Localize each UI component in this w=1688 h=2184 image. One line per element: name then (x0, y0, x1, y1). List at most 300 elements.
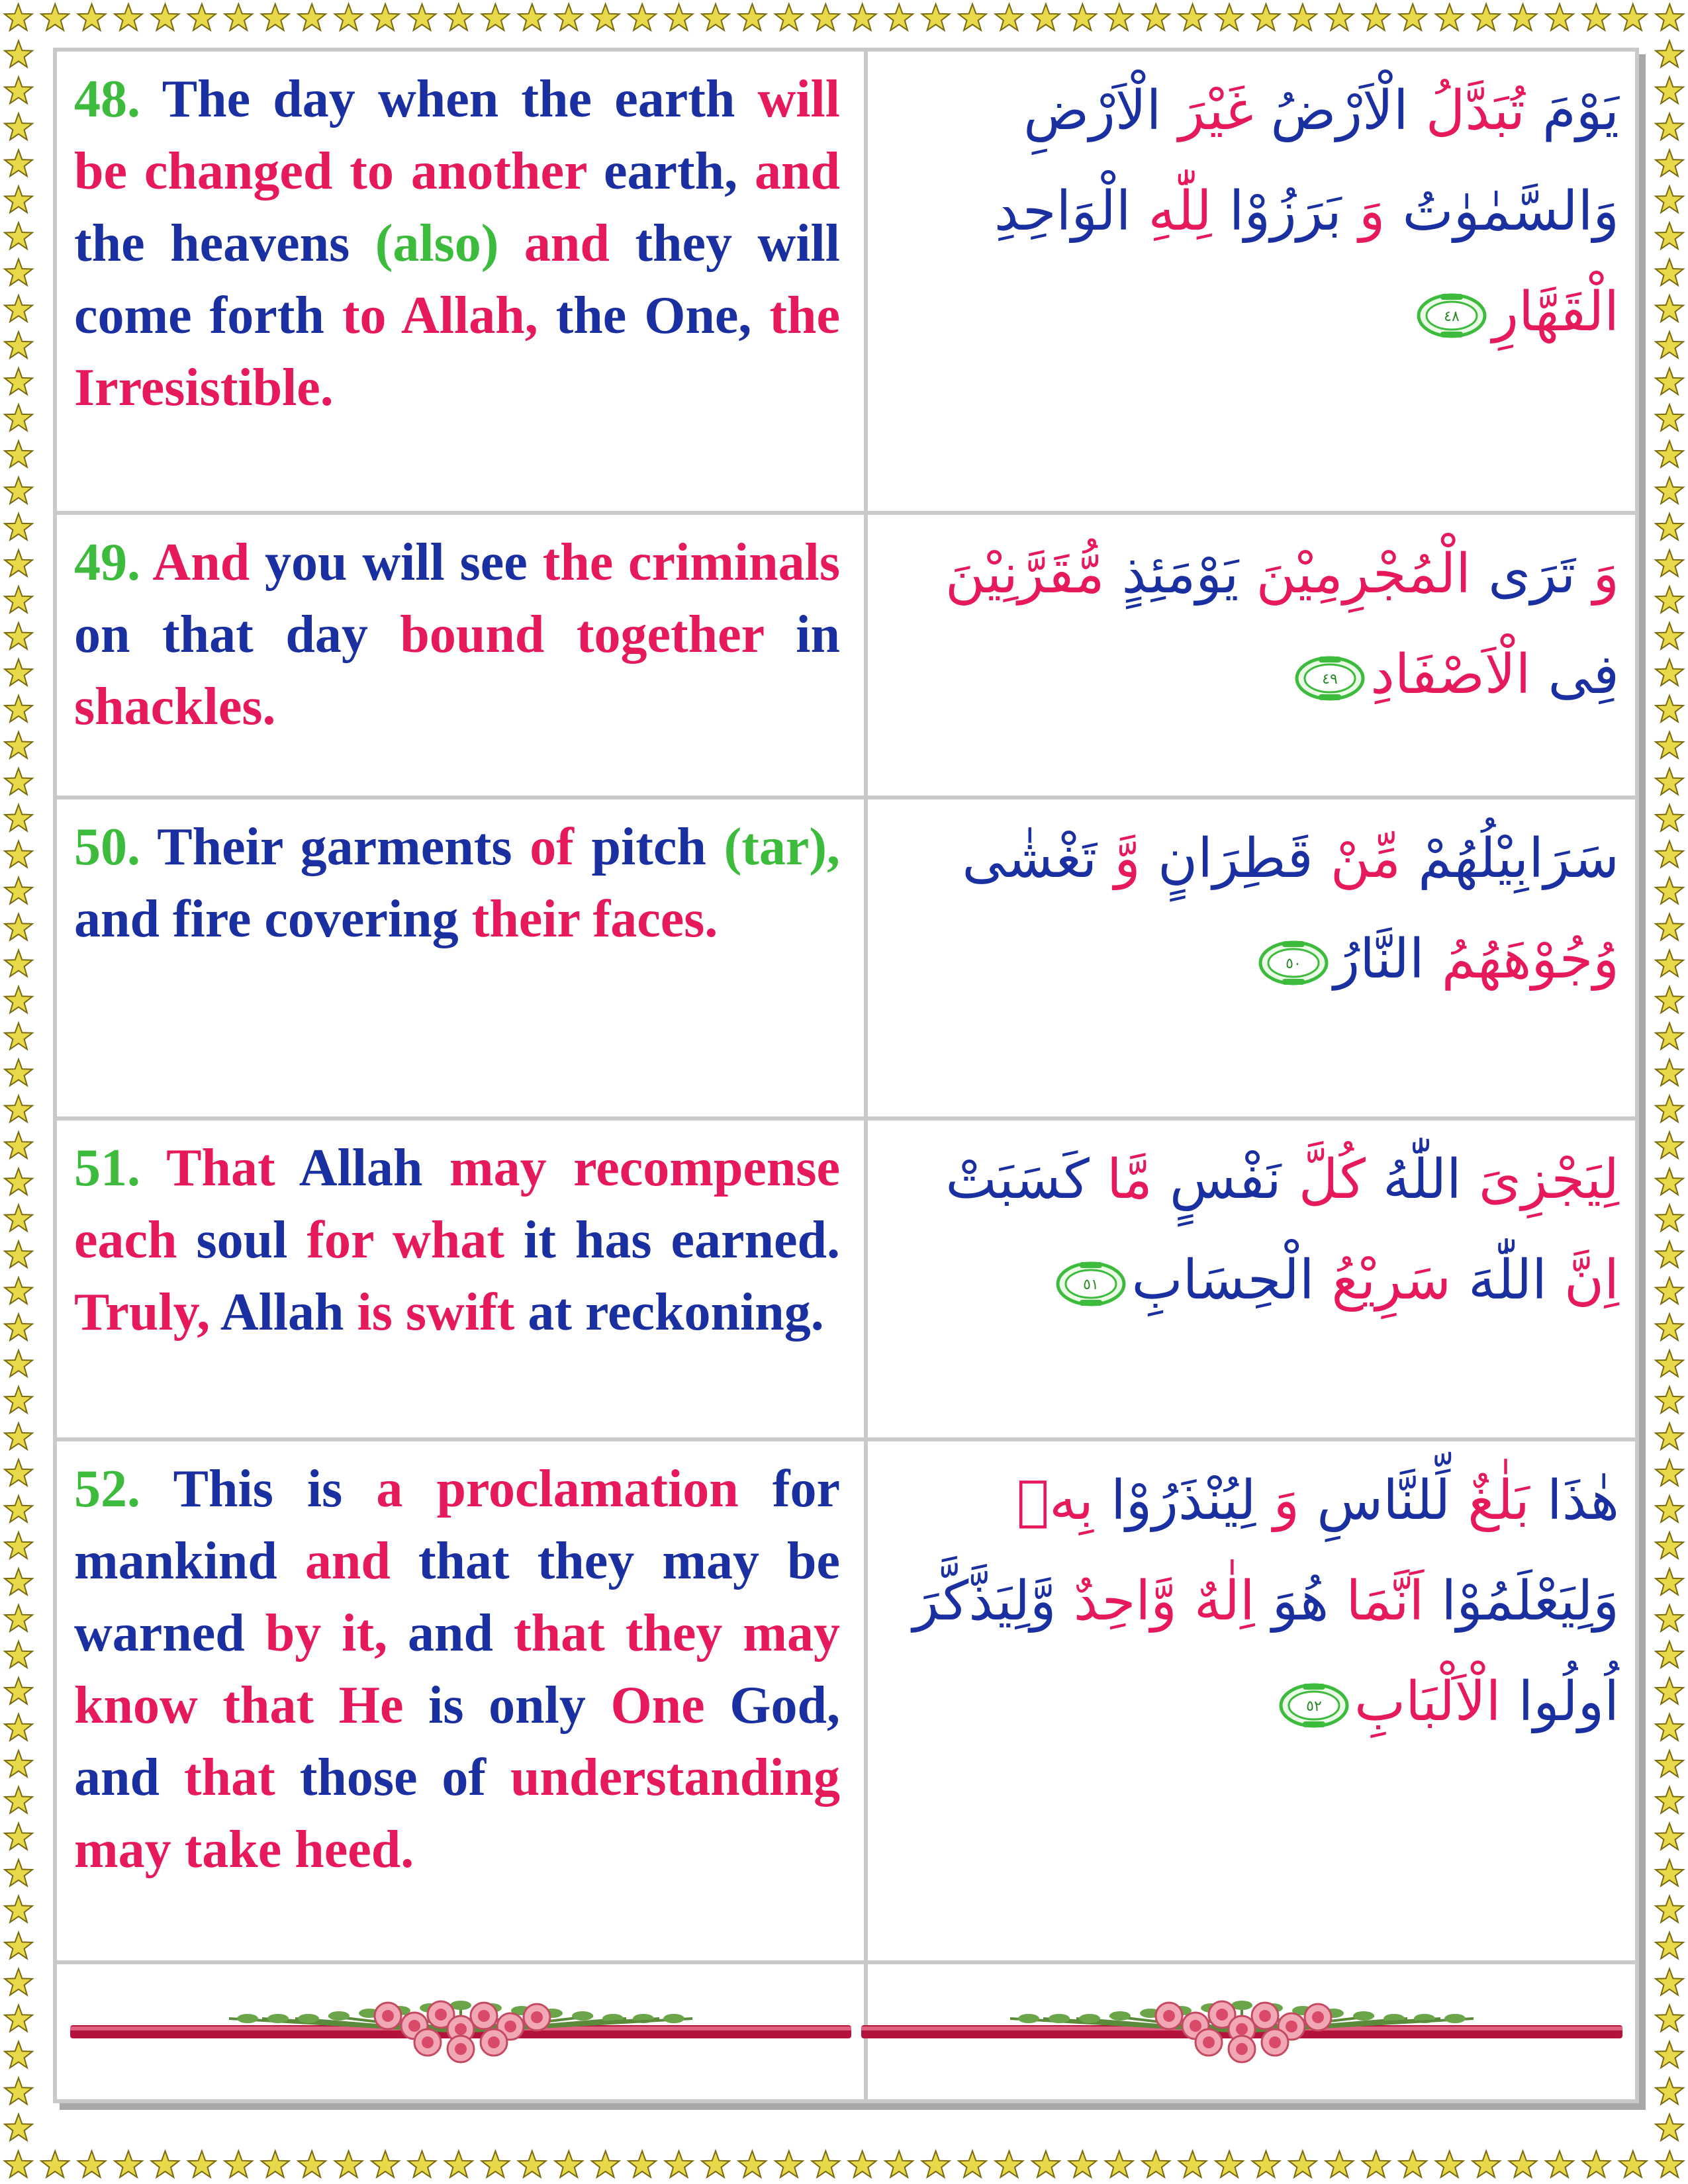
floral-rule-ornament-icon (861, 1976, 1622, 2089)
arabic-word: كَسَبَتْ (945, 1148, 1090, 1211)
english-phrase: Their garments (157, 818, 530, 876)
ayah-number: ٥٢ (1306, 1698, 1322, 1715)
arabic-word: هٰذَا (1529, 1469, 1619, 1532)
star-icon (1656, 768, 1683, 795)
verse-row (55, 50, 1637, 513)
star-icon (5, 4, 32, 30)
star-icon (5, 477, 32, 504)
star-icon (5, 1751, 32, 1777)
arabic-word: مَّا (1089, 1148, 1152, 1211)
star-icon (408, 4, 436, 30)
arabic-word: غَيْرَ (1161, 79, 1254, 142)
star-border-top (0, 0, 1688, 37)
star-icon (1656, 950, 1683, 977)
arabic-word: وَّ (1097, 827, 1141, 890)
star-icon (1656, 1387, 1683, 1413)
star-icon (1656, 586, 1683, 613)
english-phrase: The day when the earth (162, 70, 758, 128)
arabic-word: لِّلنَّاسِ (1299, 1469, 1451, 1532)
star-icon (1362, 2151, 1390, 2177)
star-icon (1656, 1751, 1683, 1777)
star-icon (1656, 1823, 1683, 1850)
star-icon (5, 1023, 32, 1050)
english-phrase: at reckoning. (528, 1283, 824, 1342)
star-icon (702, 4, 729, 30)
english-phrase: for mankind (74, 1460, 840, 1590)
star-icon (5, 1060, 32, 1086)
star-icon (996, 4, 1023, 30)
star-icon (1656, 1641, 1683, 1668)
verse-row (55, 1118, 1637, 1439)
star-icon (41, 2151, 69, 2177)
star-icon (5, 1714, 32, 1741)
star-icon (5, 732, 32, 758)
star-icon (152, 4, 179, 30)
arabic-word: كُلَّ (1281, 1148, 1366, 1211)
english-translation (74, 811, 840, 956)
arabic-word: الْمُجْرِمِيْنَ (1239, 543, 1471, 606)
arabic-verse (884, 1130, 1619, 1331)
star-icon (5, 1387, 32, 1413)
star-icon (1546, 4, 1573, 30)
english-phrase: the criminals (542, 533, 841, 592)
star-border-bottom (0, 2147, 1688, 2184)
arabic-word: وَ (1341, 180, 1385, 243)
arabic-word: وَالسَّمٰوٰتُ (1385, 180, 1619, 243)
english-translation (74, 527, 840, 743)
star-icon (1656, 1132, 1683, 1158)
english-phrase: One (610, 1676, 730, 1735)
star-icon (5, 2078, 32, 2105)
star-icon (5, 2115, 32, 2141)
english-phrase: they will come forth (74, 214, 840, 345)
star-icon (224, 2151, 252, 2177)
star-icon (518, 2151, 546, 2177)
star-icon (1656, 1933, 1683, 1959)
star-icon (5, 186, 32, 212)
star-icon (5, 1933, 32, 1959)
english-phrase: and fire covering (74, 890, 472, 948)
verse-row (55, 513, 1637, 797)
star-icon (1068, 2151, 1096, 2177)
star-icon (298, 4, 326, 30)
english-phrase: and (408, 1604, 514, 1662)
english-phrase: and (305, 1532, 418, 1590)
star-icon (1656, 659, 1683, 686)
star-icon (5, 1314, 32, 1340)
english-phrase: that they may be warned (74, 1532, 840, 1662)
arabic-word: الْاَصْفَادِ (1370, 643, 1531, 706)
star-icon (885, 4, 913, 30)
star-icon (849, 2151, 876, 2177)
english-phrase: may recompense (449, 1139, 841, 1197)
star-icon (1215, 2151, 1243, 2177)
star-icon (5, 1096, 32, 1122)
arabic-word: اُولُوا (1501, 1670, 1619, 1733)
star-icon (445, 4, 473, 30)
star-icon (1619, 2151, 1647, 2177)
english-phrase: Allah (220, 1283, 357, 1342)
english-phrase: bound together (400, 606, 796, 664)
star-icon (5, 295, 32, 322)
arabic-word: سَرَابِيْلُهُمْ (1401, 827, 1619, 890)
star-icon (1068, 4, 1096, 30)
english-phrase: that (183, 1749, 300, 1807)
english-phrase: understanding may take heed. (74, 1749, 840, 1879)
arabic-word: لِيَجْزِىَ (1461, 1148, 1619, 1211)
star-icon (5, 950, 32, 977)
arabic-word: الْحِسَابِ (1131, 1249, 1315, 1312)
english-phrase: (tar), (724, 818, 841, 876)
star-icon (445, 2151, 473, 2177)
arabic-word: سَرِيْعُ (1314, 1249, 1451, 1312)
star-icon (5, 1969, 32, 1995)
star-icon (5, 1423, 32, 1449)
english-phrase: the Irresistible. (74, 287, 840, 417)
verse-row (55, 797, 1637, 1118)
star-icon (78, 2151, 106, 2177)
arabic-cell (866, 1439, 1637, 1962)
english-phrase: those of (299, 1749, 511, 1807)
arabic-word: وُجُوْهَهُمُ (1424, 928, 1619, 991)
star-icon (5, 222, 32, 249)
star-icon (1656, 1314, 1683, 1340)
star-icon (1656, 113, 1683, 140)
english-phrase: Allah (299, 1139, 449, 1197)
star-icon (5, 1860, 32, 1886)
english-phrase: you will see (265, 533, 543, 592)
star-icon (1656, 41, 1683, 68)
arabic-word: مُّقَرَّنِيْنَ (945, 543, 1105, 606)
star-icon (152, 2151, 179, 2177)
english-phrase: is swift (357, 1283, 528, 1342)
star-icon (5, 914, 32, 940)
english-phrase: pitch (591, 818, 724, 876)
verse-number: 48. (74, 70, 162, 128)
star-icon (1656, 1241, 1683, 1267)
verse-number: 50. (74, 818, 158, 876)
star-icon (5, 1132, 32, 1158)
ayah-end-medallion-icon (1055, 1260, 1127, 1308)
star-icon (592, 2151, 620, 2177)
star-icon (1032, 4, 1060, 30)
star-icon (5, 514, 32, 540)
star-icon (665, 4, 693, 30)
star-icon (5, 1277, 32, 1304)
star-icon (775, 2151, 803, 2177)
english-phrase: shackles. (74, 678, 276, 736)
star-icon (115, 2151, 142, 2177)
star-icon (1105, 4, 1133, 30)
star-icon (1362, 4, 1390, 30)
star-icon (1656, 1205, 1683, 1231)
arabic-word: الْاَرْضِ (1023, 79, 1162, 142)
star-icon (1032, 2151, 1060, 2177)
english-phrase: This is (173, 1460, 377, 1518)
star-icon (371, 4, 399, 30)
star-icon (1472, 2151, 1500, 2177)
star-icon (739, 4, 767, 30)
star-icon (1656, 878, 1683, 904)
arabic-verse (884, 524, 1619, 725)
arabic-word: وَلِيَعْلَمُوْا (1424, 1570, 1619, 1633)
star-icon (78, 4, 106, 30)
star-icon (1656, 150, 1683, 176)
star-icon (996, 2151, 1023, 2177)
star-icon (1656, 404, 1683, 431)
english-phrase: the One, (555, 287, 770, 345)
star-icon (1656, 550, 1683, 576)
star-icon (1619, 4, 1647, 30)
arabic-word: النَّارُ (1333, 928, 1425, 991)
english-cell (55, 797, 866, 1118)
star-icon (959, 4, 986, 30)
arabic-word: بَلٰغٌ (1450, 1469, 1530, 1532)
english-phrase: that they may know that He (74, 1604, 840, 1735)
star-icon (1656, 1350, 1683, 1377)
star-icon (5, 1569, 32, 1595)
arabic-word: بِهٖ (1016, 1469, 1094, 1532)
star-icon (1289, 4, 1317, 30)
star-icon (1289, 2151, 1317, 2177)
star-icon (5, 1787, 32, 1813)
star-icon (5, 2151, 32, 2177)
ayah-end-medallion-icon (1293, 655, 1366, 702)
star-icon (335, 4, 363, 30)
english-phrase: to Allah, (342, 287, 556, 345)
english-phrase: is only (428, 1676, 611, 1735)
star-icon (1656, 2115, 1683, 2141)
english-translation (74, 64, 840, 424)
english-cell (55, 50, 866, 513)
star-icon (1656, 1023, 1683, 1050)
arabic-word: لِلّٰهِ (1131, 180, 1212, 243)
english-phrase: each (74, 1211, 197, 1269)
star-icon (922, 4, 950, 30)
star-icon (1656, 1277, 1683, 1304)
star-icon (1656, 805, 1683, 831)
star-icon (5, 1823, 32, 1850)
arabic-word: اِلٰهٌ (1176, 1570, 1255, 1633)
star-icon (5, 1641, 32, 1668)
floral-rule-ornament-icon (70, 1976, 851, 2089)
arabic-word: تُبَدَّلُ (1408, 79, 1525, 142)
star-icon (1656, 186, 1683, 212)
star-icon (5, 623, 32, 649)
star-icon (5, 77, 32, 103)
star-icon (5, 404, 32, 431)
star-icon (5, 878, 32, 904)
english-translation (74, 1132, 840, 1349)
star-icon (1436, 4, 1464, 30)
ayah-number: ٥١ (1083, 1276, 1100, 1293)
star-icon (628, 2151, 656, 2177)
english-phrase: of (530, 818, 592, 876)
star-icon (1656, 1423, 1683, 1449)
footer-row (55, 1962, 1637, 2101)
arabic-word: نَفْسٍ (1152, 1148, 1282, 1211)
arabic-cell (866, 513, 1637, 797)
star-icon (481, 2151, 509, 2177)
star-icon (1656, 295, 1683, 322)
star-icon (1656, 1896, 1683, 1923)
star-icon (885, 2151, 913, 2177)
star-icon (1399, 2151, 1427, 2177)
english-phrase: (also) (375, 214, 524, 273)
english-phrase: Truly, (74, 1283, 220, 1342)
star-icon (1105, 2151, 1133, 2177)
footer-cell-right (866, 1962, 1637, 2101)
star-icon (959, 2151, 986, 2177)
star-icon (408, 2151, 436, 2177)
arabic-cell (866, 50, 1637, 513)
star-icon (41, 4, 69, 30)
star-icon (5, 1168, 32, 1195)
arabic-word: وَّلِيَذَّكَّرَ (912, 1570, 1056, 1633)
arabic-word: هُوَ (1254, 1570, 1329, 1633)
arabic-cell (866, 1118, 1637, 1439)
star-icon (1252, 4, 1280, 30)
star-icon (298, 2151, 326, 2177)
star-icon (1656, 1168, 1683, 1195)
english-cell (55, 1118, 866, 1439)
arabic-word: وَ (1575, 543, 1619, 606)
arabic-word: اَنَّمَا (1329, 1570, 1425, 1633)
star-icon (1656, 4, 1683, 30)
star-icon (5, 841, 32, 868)
english-cell (55, 513, 866, 797)
verse-number: 52. (74, 1460, 173, 1518)
star-icon (1656, 368, 1683, 394)
star-icon (1215, 4, 1243, 30)
star-icon (812, 2151, 839, 2177)
star-icon (1509, 4, 1537, 30)
star-icon (1656, 332, 1683, 358)
star-icon (1656, 2078, 1683, 2105)
arabic-word: قَطِرَانٍ (1140, 827, 1313, 890)
star-icon (518, 4, 546, 30)
star-icon (5, 1350, 32, 1377)
english-phrase: a proclamation (376, 1460, 773, 1518)
star-icon (1656, 1569, 1683, 1595)
star-icon (1656, 1714, 1683, 1741)
star-icon (775, 4, 803, 30)
star-icon (5, 987, 32, 1013)
star-icon (739, 2151, 767, 2177)
star-icon (1656, 477, 1683, 504)
arabic-word: اِنَّ (1546, 1249, 1619, 1312)
star-icon (1656, 1860, 1683, 1886)
star-icon (5, 1496, 32, 1522)
star-icon (1656, 987, 1683, 1013)
english-phrase: earth, (603, 142, 755, 201)
star-border-right (1651, 37, 1688, 2147)
star-icon (1656, 1096, 1683, 1122)
star-icon (1179, 4, 1207, 30)
ayah-number: ٥٠ (1285, 955, 1301, 972)
star-icon (5, 2005, 32, 2032)
star-icon (1656, 2005, 1683, 2032)
star-icon (1656, 1969, 1683, 1995)
arabic-word: وَ (1256, 1469, 1300, 1532)
star-icon (665, 2151, 693, 2177)
english-phrase: And (152, 533, 265, 592)
star-icon (1656, 841, 1683, 868)
arabic-word: الْقَهَّارِ (1492, 281, 1619, 343)
star-icon (5, 659, 32, 686)
verse-number: 51. (74, 1139, 167, 1197)
star-icon (1656, 696, 1683, 722)
star-icon (5, 1605, 32, 1631)
star-icon (1509, 2151, 1537, 2177)
star-icon (1656, 1678, 1683, 1704)
star-icon (261, 4, 289, 30)
english-translation (74, 1453, 840, 1886)
ayah-end-medallion-icon (1257, 939, 1330, 987)
star-icon (1656, 514, 1683, 540)
star-icon (592, 4, 620, 30)
english-phrase: in (796, 606, 840, 664)
star-icon (1546, 2151, 1573, 2177)
star-icon (1656, 2151, 1683, 2177)
english-phrase: God, and (74, 1676, 840, 1807)
verse-row (55, 1439, 1637, 1962)
english-phrase: for what (306, 1211, 524, 1269)
english-phrase: on that day (74, 606, 400, 664)
star-icon (5, 1205, 32, 1231)
star-icon (5, 768, 32, 795)
star-icon (5, 368, 32, 394)
english-phrase: the heavens (74, 214, 375, 273)
star-icon (115, 4, 142, 30)
arabic-word: يَوْمَئِذٍ (1104, 543, 1239, 606)
arabic-word: لِيُنْذَرُوْا (1093, 1469, 1256, 1532)
arabic-word: بَرَزُوْا (1211, 180, 1342, 243)
ayah-number: ٤٨ (1444, 308, 1460, 325)
star-icon (1656, 1532, 1683, 1559)
arabic-word: فِى (1530, 643, 1619, 706)
star-icon (1656, 623, 1683, 649)
star-icon (5, 259, 32, 285)
star-icon (5, 113, 32, 140)
star-icon (1656, 1787, 1683, 1813)
arabic-word: وَّاحِدٌ (1056, 1570, 1177, 1633)
star-icon (1583, 2151, 1611, 2177)
star-icon (922, 2151, 950, 2177)
star-icon (335, 2151, 363, 2177)
arabic-word: اللّٰهَ (1450, 1249, 1547, 1312)
footer-cell-left (55, 1962, 866, 2101)
star-icon (224, 4, 252, 30)
english-phrase: by it, (265, 1604, 408, 1662)
ayah-number: ٤٩ (1322, 670, 1338, 688)
star-icon (1583, 4, 1611, 30)
star-icon (5, 805, 32, 831)
star-icon (5, 332, 32, 358)
star-icon (5, 1532, 32, 1559)
star-icon (1656, 77, 1683, 103)
star-icon (1142, 4, 1170, 30)
star-icon (261, 2151, 289, 2177)
star-icon (188, 4, 216, 30)
arabic-verse (884, 809, 1619, 1010)
star-icon (1325, 2151, 1353, 2177)
page-frame (53, 48, 1639, 2103)
star-icon (812, 4, 839, 30)
arabic-verse (884, 61, 1619, 363)
english-phrase: and (524, 214, 635, 273)
star-icon (1656, 1060, 1683, 1086)
